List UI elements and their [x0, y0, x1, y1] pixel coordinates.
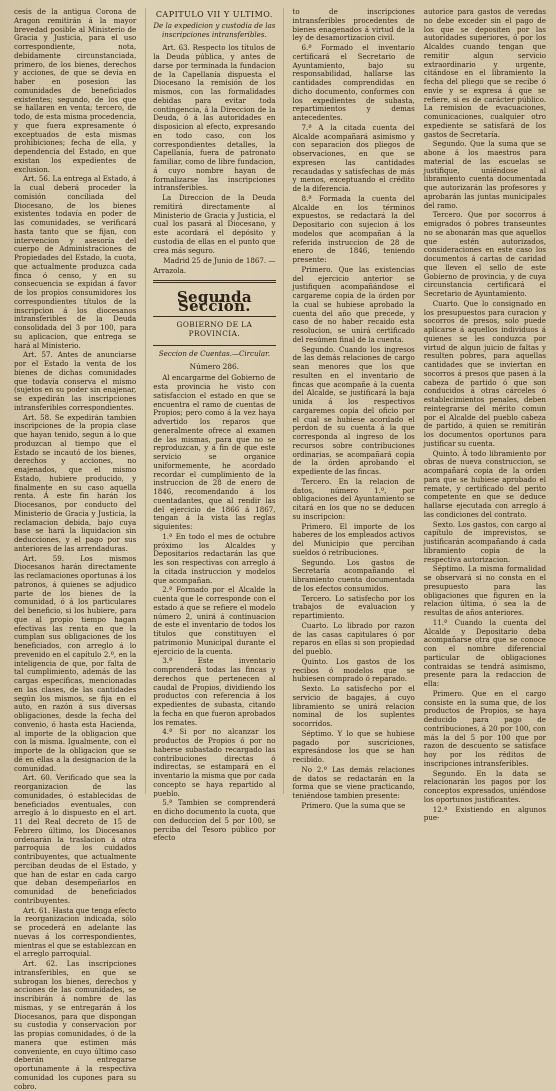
paragraph: Art. 58. Se expedirán tambien inscripciones de la propia clase que hayan tenido, segun á lo que produzcan al tiempo que el Estado se incautó de los bienes, derechos y acciones, no enajenados, que el mismo Estado, hubiere producido, y finalmente en su caso aquella renta. Á este fin harán los Diocesanos, por conducto del Ministerio de Gracia y Justicia, la reclamacion debida, bajo cuya base se hará la liquidacion sin deducciones, y el pago por sus anteriores de las arrendaduras.: [14, 412, 137, 553]
paragraph: Primero. Que la suma que se: [301, 800, 406, 810]
paragraph: Quinto. Á todo libramiento por obras de nueva construccion, se acompañará copia de la orden para que se hubiese aprobado el remate, y certificado del perito competente en que se deduce hallarse ejecutada con arreglo á las condiciones del contrato.: [423, 448, 546, 519]
paragraph: Primero. El importe de los haberes de los empleados activos del Municipio que perciban sueldos ó retribuciones.: [292, 521, 415, 557]
paragraph: Quinto. Los gastos de los recibos ó modelos que se hubiesen comprado ó reparado.: [292, 656, 415, 684]
paragraph: autorice para gastos de veredas no debe exceder sin el pago de los que se depositen por las autoridades superiores, ó por los Alcaldes cuando tengan que remitir algun servicio extraordinario y urgente, citándose en el libramiento la fecha del pliego que se recibe ó envie y se expresa á que se refiere, si es de carácter público. La remision de evacuaciones, comunicaciones, cualquier otro expediente se satisfará de los gastos de Secretaría.: [423, 7, 546, 139]
paragraph: 2.ª Formado por el Alcalde la cuenta que le corresponde con el estado á que se refiere el modelo número 2, unirá á continuacion de este el inventario de todos los títulos que constituyen el patrimonio Municipal durante el ejercicio de la cuenta.: [153, 585, 276, 656]
paragraph: to de inscripciones intransferibles procedentes de bienes enagenados á virtud de la ley de desamortizacion civil.: [292, 7, 415, 43]
paragraph: Art. 59. Los mismos Diocesanos harán directamente las reclamaciones oportunas á los patronos, á quienes se adjudico parte de los bienes de la comunidad, ó á los particulares del beneficio, si los hubiere, para que al propio tiempo hagan efectivas las renta en que la cumplan sus obligaciones de los beneficiados, con arreglo á lo prevenido en el capítulo 2.º, en la inteligencia de que, por falta de tal cumplimiento, además de las cargas especificas, mencionadas en las clases, de las cantidades según los mismos, se fija en el auto, en razón á sus diversas obligaciones, desde la fecha del convenio, ó hasta esta Hacienda, al importe de la obligacion que con la misma. Igualmente, con el importe de la obligacion que se dé en ellas a la designacion de la comunidad.: [14, 553, 137, 773]
paragraph: 5.ª Tambien se comprenderá en dicho documento la cuota, que con deduccion del 5 por 100, se perciba del Tesoro público por efecto: [153, 798, 276, 843]
paragraph: Segundo. Los gastos de Secretaría acompañando el libramiento cuenta documentada de los efectos consumidos.: [292, 557, 415, 593]
paragraph: 11.ª Cuando la cuenta del Alcalde y Depositario deba acompañarse otra que se conoce con el nombre diferencial particular de obligaciones contraidas se tendrá asimismo, presente para la redaccion de ella:: [423, 617, 546, 688]
article-63-continued: La Direccion de la Deuda remitirá directamente al Ministerio de Gracia y Justicia, el cual los pasará al Diocesano, y este acordará el depósito y custodia de ellas en el punto que crea más seguro.: [153, 193, 276, 255]
paragraph: Cuarto. Lo librado por razon de las casas capitulares ó por reparos en ellas si son propiedad del pueblo.: [292, 620, 415, 656]
paragraph: Séptimo. La misma formalidad se observará si no consta en el presupuesto para las obligaciones que figuren en la relacion última, ó sea la de resultas de años anteriores.: [423, 564, 546, 617]
paragraph: 6.ª Formado el inventario certificará el Secretario de Ayuntamiento, bajo su responsabilidad, hallarse las cantidades comprendidas en dicho documento, conformes con los expedientes de subasta, repartimientos y demas antecedentes.: [292, 43, 415, 122]
paragraph: 8.ª Formada la cuenta del Alcalde en los términos expuestos, se redactará la del Depositario con sujecion á los modelos que acompañan á la referida instruccion de 28 de enero de 1846, teniendo presente:: [292, 193, 415, 264]
columns: [14, 7, 546, 1091]
paragraph: Tercero. En la relacion de datos, número 1.º, por obligaciones del Ayuntamiento se citará en los que no se deducen su inscripcion:: [292, 476, 415, 521]
paragraph: Art. 61. Hasta que tenga efecto la reorganizacion indicada, sólo se procederá en adelante las nuevas á los correspondientes, mientras el que se establezcan en el arreglo parroquial.: [14, 905, 137, 959]
decree-signature: Arrazola.: [153, 266, 187, 275]
paragraph: Art. 56. La entrega al Estado, á la cual deberá proceder la comisión conciliada del Diocesano, de los bienes existentes todavía en poder de las comunidades, se verificará hasta tanto que se fijan, con intervencion y asesoría del cuerpo de Administraciones de Propiedades del Estado, la cuota, que actualmente produzca cada finca ó censo, y en su consecuencia se expidan á favor de los propios consumidores los correspondientes títulos de la inscripcion á los diocesanos intransferibles de la Deuda consolidada del 3 por 100, para su aplicacion, que entrega se hará al Ministerio.: [14, 174, 137, 350]
sub-section-title: Seccion de Cuentas.—Circular.: [158, 348, 270, 358]
paragraph: Segundo. Cuando los ingresos de las demás relaciones de cargo sean menores que los que resulten en el inventario de fincas que acompañe á la cuenta del Alcalde, se justificará la baja unida á los respectivos cargaremes copia del oficio por el cual se hubiese acordado el perdon de su cuenta á la que corresponda al ingreso de los recursos sobre contribuciones ordinarias, se acompañará copia de la órden aprobando el expediente de las fincas.: [292, 344, 415, 476]
paragraph: Art. 57. Antes de anunciarse por el Estado la venta de los bienes de dichas comunidades que todavía conserva el mismo (sujetos en su poder sin enajenar, se expedirán las inscripciones intransferibles correspondientes.: [14, 350, 137, 412]
paragraph: cesis de la antigua Corona de Aragon remitirán á la mayor brevedad posible al Ministerio de Gracia y Justicia, para el uso correspondiente, nota, debidamente circunstanciada, primero, de los bienes, derechos y acciones, de que se devia en haber en posesion las comunidades de beneficiados existentes; segundo, de los que se hallaren en venta; tercero, de todo, de esta misma procedencia, y que fuera expresamente ó exceptuados de esta mismas prohibiciones; fecha de ella, y dependencia del Estado, en que existan los expedientes de exclusion.: [14, 7, 137, 174]
paragraph: Tercero. Lo satisfecho por los trabajos de evaluacion y repartimiento.: [292, 593, 415, 620]
paragraph: Tercero. Que por socorros á emigrados ó pobres transeuntes no se abonarán mas que aquellos que estén autorizados, consideraciones en este caso los documentos á cartas de caridad que lleven el sello de este Gobierno de provincia, y de cuya circunstancia certificará el Secretario de Ayuntamiento.: [423, 210, 546, 298]
paragraph: Art. 60. Verificado que sea la reorganizacion de las comunidades, ó establecidas de beneficiados eventuales, con arreglo á lo dispuesto en el art. 11 del Real decreto de 15 de Febrero último, los Diocesanos ordenarán la traslacion á otra parroquia de los cuidados contribuyentes, que actualmente perciban deudas de el Estado, y que han de estar en cada cargo que deban desempeñarlos en comunidad de beneficiados contribuyentes.: [14, 773, 137, 905]
paragraph: 4.ª Si por no alcanzar los productos de Propios ó por no haberse subastado recargado las contribuciones directas ó indirectas, se estampará en el inventario la misma que por cada concepto se haya repartido al pueblo.: [153, 727, 276, 798]
paragraph: 7.ª A la citada cuenta del Alcalde acompañará asimismo y con separacion dos pliegos de observaciones, en que se expresen las cantidades recaudadas y satisfechas de más y menos, exceptuando el crédito de la diferencia.: [292, 122, 415, 193]
paragraph: Séptimo. Y lo que se hubiese pagado por suscriciones, expresándose los que se han recibido.: [292, 728, 415, 764]
paragraph: Sexto. Los gastos, con cargo al capítulo de imprevistos, se justificarán acompañando á cada libramiento copia de la respectiva autorizacion.: [423, 519, 546, 564]
column-2: [145, 8, 283, 843]
heading-divider: [153, 345, 275, 346]
section-heading: Segunda Seccion.: [176, 287, 252, 315]
section-divider: [153, 280, 275, 283]
paragraph: Al encargarme del Gobierno de esta provincia he visto con satisfaccion el estado en que se encuentra el ramo de cuentas de Propios; pero como á la vez haya advertido los reparos que generalmente ofrece al examen de las mismas, para que no se reproduzcan, y á fin de que este servicio se organice uniformemente, he acordado recordar el cumplimiento de la instruccion de 28 de enero de 1846, recomendando á los cuentadantes, que al rendir las del ejercicio de 1866 á 1867, tengan á la vista las reglas siguientes:: [153, 373, 276, 531]
paragraph: Segundo. En la data se relacionarán los pagos por los conceptos expresados, uniéndose los oportunos justificantes.: [423, 768, 546, 804]
paragraph: Segundo. Que la suma que se abone á los maestros para material de las escuelas se justifique, uniéndose al libramiento cuenta documentada que autorizarán las profesores y aprobarán las juntas municipales del ramo.: [423, 139, 546, 210]
paragraph: Primero. Que en el cargo consiste en la suma que, de los productos de Propios, se haya deducido para pago de contribuciones, á 20 por 100, con más la del 5 por 100 que por razon de descuento se satisface hoy por los réditos de inscripciones intransferibles.: [423, 688, 546, 768]
article-63: Art. 63. Respecto los títulos de la Deuda pública, y antes de darse por terminada la fundacion de la Capellanía dispuesta el Diocesano la remisión de los mismos, con las formalidades debidas para evitar toda contingencia, á la Direccion de la Deuda, ó á las autoridades en disposicion al efecto, expresando en todo caso, con los correspondientes detalles, la Capellanía, fuera de patronato familiar, como de libre fundacion, á cuyo nombre hayan de formalizarse las inscripciones intransferibles.: [153, 43, 276, 193]
paragraph: No 2.º Las demás relaciones de datos se redactarán en la forma que se viene practicando, teniéndose tambien presente:: [292, 764, 415, 800]
chapter-subtitle: De la expedicion y custodia de las inscripciones intransferibles.: [153, 20, 276, 39]
paragraph: Sexto. Lo satisfecho por el servicio de bagajes, á cuyo libramiento se unirá relacion nominal de los suplentes socorridos.: [292, 684, 415, 728]
paragraph: 1.ª En todo el mes de octubre próximo los Alcaldes y Depositarios redactarán las que les son respectivas con arreglo á la citada instruccion y modelos que acompañan.: [153, 531, 276, 585]
decree-date: Madrid 25 de Junio de 1867. —: [163, 256, 276, 266]
paragraph: 3.ª Este inventario comprenderá todas las fincas y derechos que pertenecen al caudal de Propios, dividiendo los productos con referencia á los expedientes de subasta, citando la fecha en que fueron aprobados los remates.: [153, 656, 276, 727]
paragraph: Cuarto. Que lo consignado en los presupuestos para curacion y socorros de presos, solo puede aplicarse á aquellos individuos á quienes se les conduzca por virtud de algun juicio de faltas y resulten pobres, para aquellas cantidades que se inviertan en socorros á presos que pasen á la cabeza de partido ó que son conducidos á otras cárceles ó establecimientos penales, deben reintegrarse del mérito comun por el Alcalde del pueblo cabeza de partido, á quien se remitirán los documentos oportunos para justificar su cuenta.: [423, 298, 546, 448]
column-4: [423, 7, 546, 823]
paragraph: Primero. Que las existencias del ejercicio anterior se justifiquen acompañándose el cargareme copia de la órden por la cual se hubiese aprobado la cuenta del año que precede, y caso de no haber recaido esta resolucion, se unirá certificado del resúmen final de la cuenta.: [292, 264, 415, 344]
column-3: [292, 7, 415, 810]
column-1: [14, 7, 137, 1091]
paragraph: 12.ª Existiendo en algunos pue-: [423, 804, 546, 823]
chapter-title: CAPITULO VII Y ULTIMO.: [155, 10, 273, 19]
heading-divider: [153, 316, 275, 317]
paragraph: Art. 62. Las inscripciones intransferibles, en que se subrogan los bienes, derechos y acciones de las comunidades, se inscribirán á nombre de las mismas, y se entregarán á los Diocesanos, para que dispongan su custodia y conservacion por las propias comunidades, ó de la manera que estimen más conveniente, en cuyo último caso deberán entregarse oportunamente á la respectiva comunidad los cupones para su cobro.: [14, 959, 137, 1091]
circular-number: Número 286.: [189, 361, 240, 371]
government-heading: GOBIERNO DE LA PROVINCIA.: [176, 320, 253, 338]
